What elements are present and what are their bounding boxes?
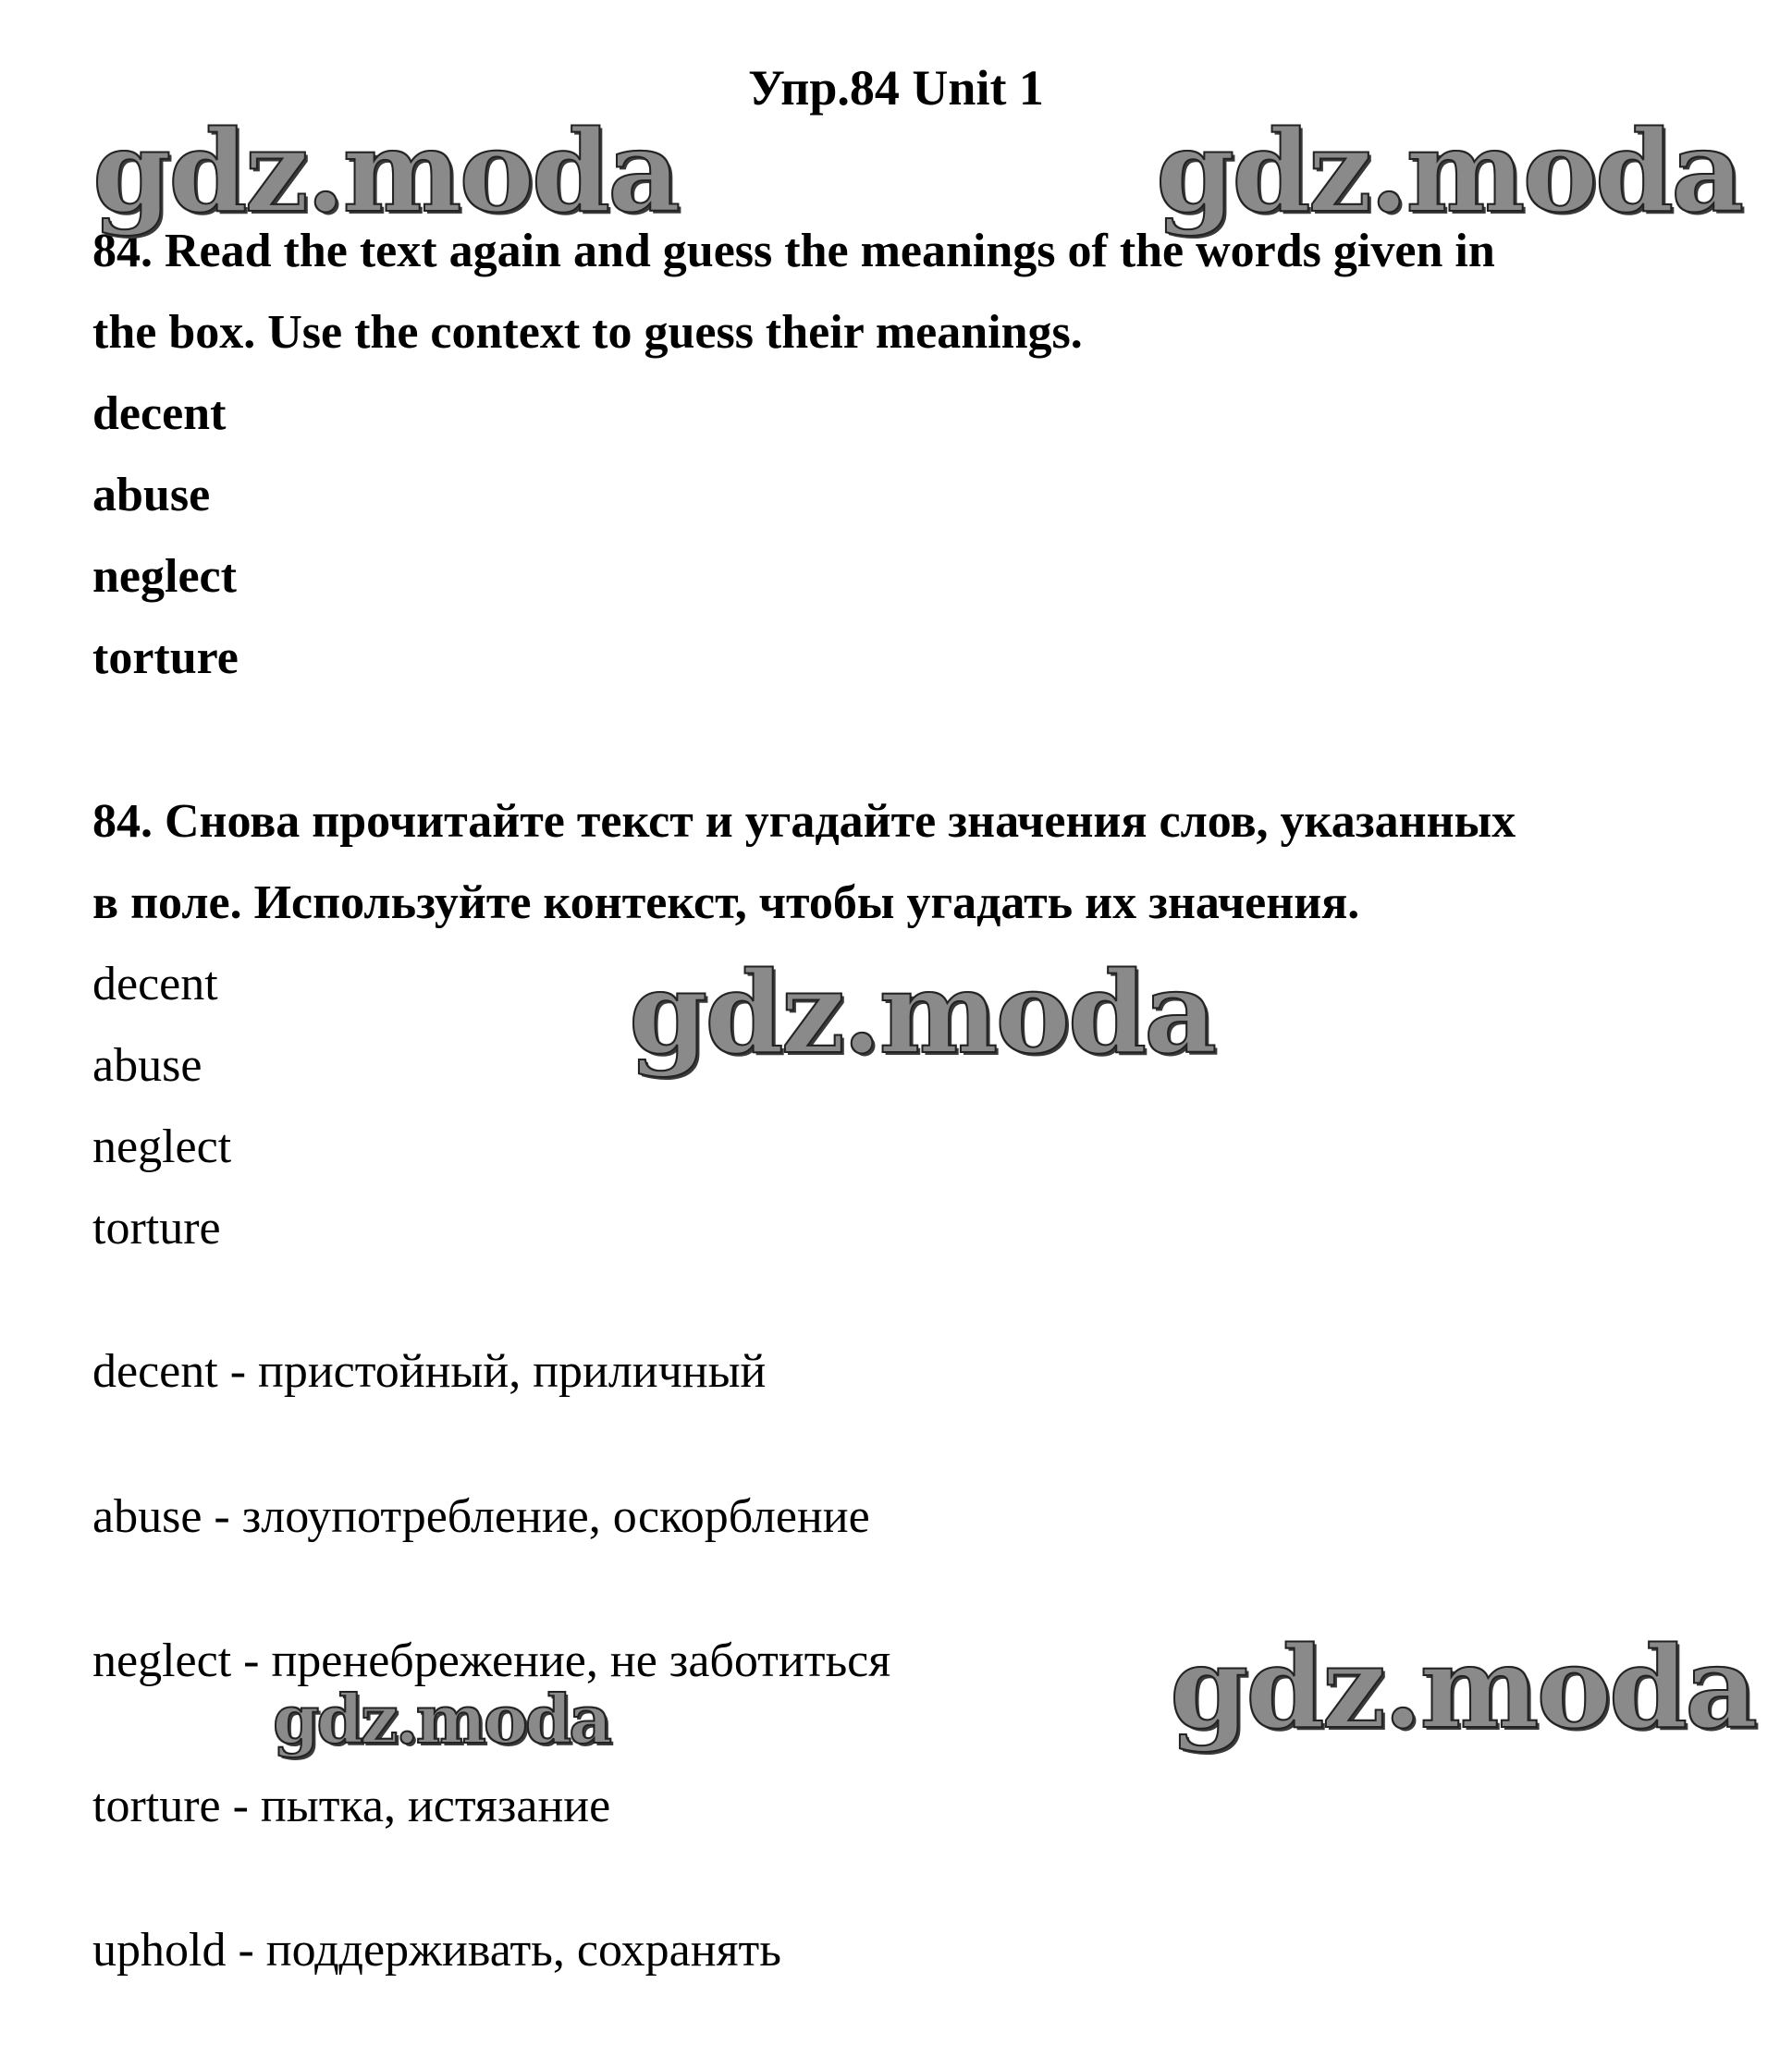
task-en-word-torture: torture bbox=[92, 631, 239, 684]
answer-neglect bbox=[92, 1621, 1720, 1702]
watermark-logo: gdz.moda bbox=[1170, 1621, 1756, 1754]
task-ru-word-abuse: abuse bbox=[92, 1039, 203, 1092]
task-ru bbox=[92, 781, 1720, 1269]
task-ru-word-torture: torture bbox=[92, 1202, 221, 1255]
watermark-logo: gdz.moda bbox=[1156, 104, 1742, 238]
task-en-instruction-line-1: 84. Read the text again and guess the meanings of the words given in bbox=[92, 225, 1495, 277]
task-en-word-decent: decent bbox=[92, 387, 227, 440]
watermark-logo: gdz.moda bbox=[629, 946, 1215, 1079]
task-en-instruction-line-2: the box. Use the context to guess their meanings. bbox=[92, 306, 1083, 359]
answer-line: uphold - поддерживать, сохранять bbox=[92, 1924, 781, 1977]
answer-torture bbox=[92, 1766, 1720, 1847]
task-ru-instruction-line-1: 84. Снова прочитайте текст и угадайте значения слов, указанных bbox=[92, 795, 1516, 848]
task-en-word-abuse: abuse bbox=[92, 469, 211, 521]
task-ru-instruction-line-2: в поле. Используйте контекст, чтобы угадать их значения. bbox=[92, 876, 1360, 929]
answer-decent bbox=[92, 1331, 1720, 1413]
task-en-word-neglect: neglect bbox=[92, 550, 237, 603]
answer-uphold bbox=[92, 1910, 1720, 1991]
page-title: Упр.84 Unit 1 bbox=[748, 60, 1044, 116]
task-ru-word-decent: decent bbox=[92, 958, 218, 1010]
answer-abuse bbox=[92, 1476, 1720, 1558]
answer-line: abuse - злоупотребление, оскорбление bbox=[92, 1490, 870, 1543]
task-ru-word-neglect: neglect bbox=[92, 1120, 232, 1173]
watermark-logo: gdz.moda bbox=[273, 1680, 609, 1758]
answer-line: torture - пытка, истязание bbox=[92, 1780, 611, 1832]
answer-line: decent - пристойный, приличный bbox=[92, 1345, 767, 1398]
answer-line: neglect - пренебрежение, не заботиться bbox=[92, 1634, 891, 1687]
task-en bbox=[92, 211, 1720, 699]
watermark-logo: gdz.moda bbox=[92, 104, 679, 238]
